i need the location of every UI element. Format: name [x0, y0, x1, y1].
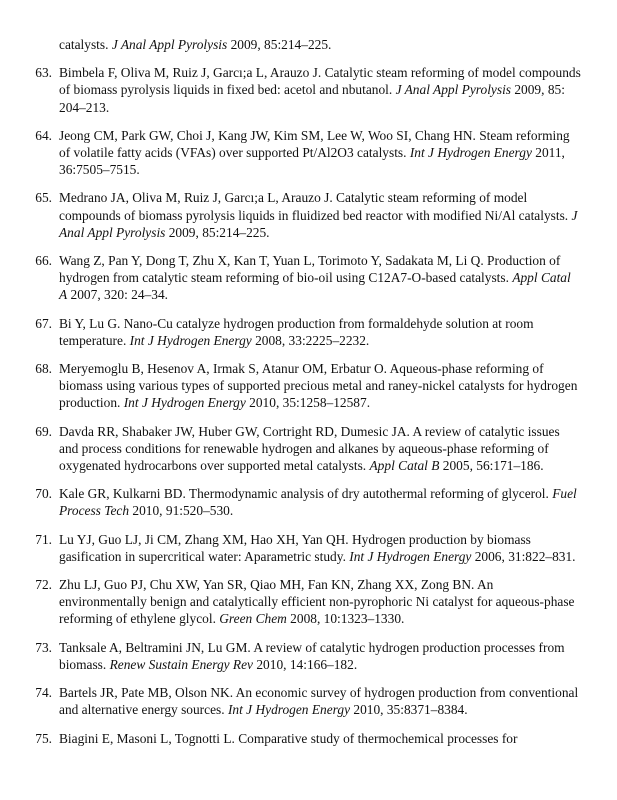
reference-details: 2008, 33:2225–2232. [251, 332, 370, 348]
reference-text: catalysts. [59, 37, 112, 52]
reference-journal: Fuel Process Tech [59, 486, 577, 519]
reference-details: 2007, 320: 24–34. [67, 287, 168, 303]
reference-details: 2011, 36:7505–7515. [59, 145, 565, 178]
reference-item-75 [0, 730, 617, 747]
reference-journal: Renew Sustain Energy Rev [109, 656, 254, 672]
reference-journal: Int J Hydrogen Energy [227, 702, 351, 718]
reference-details: 2010, 35:8371–8384. [350, 702, 468, 718]
reference-text: Bimbela F, Oliva M, Ruiz J, Garcı;a L, Arauzo J. Catalytic steam reforming of model compounds of biomass pyrolysis liquids in fixed bed: acetol and nbutanol. [59, 65, 581, 98]
reference-number: 65. [35, 190, 52, 206]
reference-item-70 [0, 485, 617, 519]
reference-text: Lu YJ, Guo LJ, Ji CM, Zhang XM, Hao XH, Yan QH. Hydrogen production by biomass gasification in supercritical water: Aparametric study. [59, 531, 531, 564]
reference-number: 63. [35, 65, 52, 81]
reference-details: 2010, 91:520–530. [129, 503, 234, 519]
reference-text: Wang Z, Pan Y, Dong T, Zhu X, Kan T, Yuan L, Torimoto Y, Sadakata M, Li Q. Production of hydrogen from catalytic steam reforming of bio-oil using C12A7-O-based catalysts. [59, 253, 561, 286]
reference-item-68 [0, 360, 617, 412]
reference-number: 68. [35, 361, 52, 377]
reference-number: 69. [35, 423, 52, 439]
reference-text: Tanksale A, Beltramini JN, Lu GM. A review of catalytic hydrogen production processes from biomass. [59, 639, 565, 672]
reference-text: Bi Y, Lu G. Nano-Cu catalyze hydrogen production from formaldehyde solution at room temperature. [59, 315, 534, 348]
reference-item-71 [0, 531, 617, 565]
reference-details: 2009, 85: 204–213. [59, 82, 565, 115]
reference-number: 67. [35, 315, 52, 331]
reference-item-74 [0, 684, 617, 718]
reference-item-63 [0, 64, 617, 116]
reference-item-67 [0, 315, 617, 349]
reference-number: 73. [35, 639, 52, 655]
reference-text: Meryemoglu B, Hesenov A, Irmak S, Atanur OM, Erbatur O. Aqueous-phase reforming of biomass using various types of supported precious metal and raney-nickel catalysts for hydrogen production. [59, 361, 578, 411]
reference-text: Kale GR, Kulkarni BD. Thermodynamic analysis of dry autothermal reforming of glycerol. [59, 486, 553, 502]
reference-journal: Green Chem [219, 611, 287, 627]
reference-number: 66. [35, 253, 52, 269]
reference-details: 2010, 35:1258–12587. [245, 395, 371, 411]
reference-details: 2010, 14:166–182. [253, 656, 358, 672]
reference-item-64 [0, 127, 617, 179]
reference-details: 2009, 85:214–225. [165, 224, 270, 240]
reference-journal: J Anal Appl Pyrolysis [395, 82, 511, 98]
reference-text: Jeong CM, Park GW, Choi J, Kang JW, Kim SM, Lee W, Woo SI, Chang HN. Steam reforming of volatile fatty acids (VFAs) over supported Pt/Al2O3 catalysts. [59, 127, 570, 161]
reference-number: 72. [35, 577, 52, 593]
reference-details: 2005, 56:171–186. [439, 458, 544, 474]
reference-item-66 [0, 252, 617, 304]
reference-number: 74. [35, 685, 52, 701]
reference-item-65 [0, 189, 617, 241]
reference-journal: Appl Catal A [59, 270, 571, 303]
reference-text: Biagini E, Masoni L, Tognotti L. Comparative study of thermochemical processes for [59, 730, 518, 746]
reference-details: 2006, 31:822–831. [471, 548, 576, 564]
reference-details: 2009, 85:214–225. [227, 37, 332, 52]
reference-journal: J Anal Appl Pyrolysis [111, 37, 228, 52]
reference-journal: Int J Hydrogen Energy [129, 332, 252, 348]
reference-journal: Int J Hydrogen Energy [349, 548, 472, 564]
reference-text: Zhu LJ, Guo PJ, Chu XW, Yan SR, Qiao MH, Fan KN, Zhang XX, Zong BN. An environmentally benign and catalytically efficient non-pyrophoric Ni catalyst for aqueous-phase reforming of ethylene glycol. [59, 577, 575, 627]
reference-number: 64. [35, 127, 52, 143]
reference-text: Bartels JR, Pate MB, Olson NK. An economic survey of hydrogen production from conventional and alternative energy sources. [59, 685, 579, 718]
reference-item-72 [0, 576, 617, 628]
reference-item-73 [0, 639, 617, 673]
reference-number: 70. [35, 486, 52, 502]
reference-journal: Appl Catal B [369, 458, 440, 474]
reference-journal: Int J Hydrogen Energy [123, 395, 246, 411]
reference-item-62-continued [0, 36, 617, 53]
reference-number: 71. [35, 531, 52, 547]
reference-item-69 [0, 423, 617, 475]
reference-list [0, 36, 617, 758]
reference-number: 75. [35, 730, 52, 746]
reference-journal: Int J Hydrogen Energy [409, 145, 532, 161]
reference-journal: J Anal Appl Pyrolysis [59, 207, 578, 240]
reference-details: 2008, 10:1323–1330. [286, 611, 405, 627]
reference-text: Davda RR, Shabaker JW, Huber GW, Cortright RD, Dumesic JA. A review of catalytic issues and process conditions for renewable hydrogen and alkanes by aqueous-phase reforming of oxygenated hydrocarbons over supported metal catalysts. [59, 423, 560, 474]
reference-text: Medrano JA, Oliva M, Ruiz J, Garcı;a L, Arauzo J. Catalytic steam reforming of model compounds of biomass pyrolysis liquids in fluidized bed reactor with modified Ni/Al catalysts. [59, 190, 572, 223]
